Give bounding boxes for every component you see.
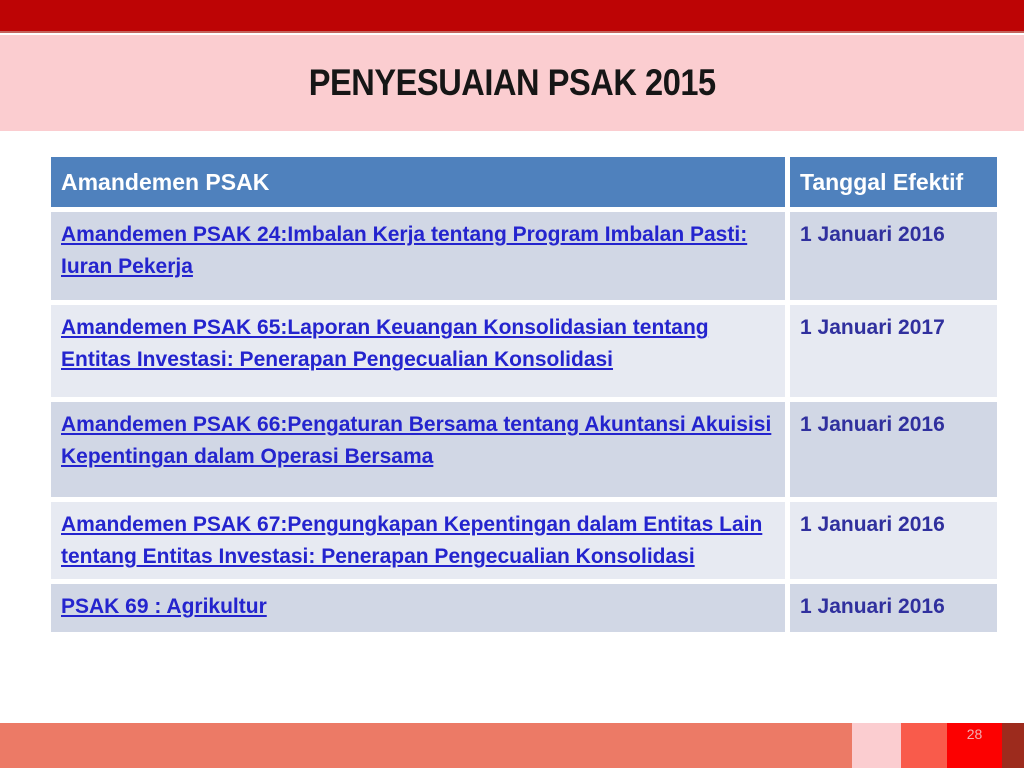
column-header-amandemen-psak: Amandemen PSAK [51,157,785,207]
footer-accent-bar [0,723,1024,768]
title-band [0,35,1024,131]
footer-segment-salmon [0,723,852,768]
table-row [51,502,997,579]
page-title: PENYESUAIAN PSAK 2015 [308,62,716,103]
psak-67-link[interactable]: Amandemen PSAK 67:Pengungkapan Kepentingan dalam Entitas Lain tentang Entitas Investasi: Penerapan Pengecualian Konsolidasi [61,513,763,568]
table-header-row [51,157,997,207]
table-row [51,212,997,300]
column-header-tanggal-efektif: Tanggal Efektif [790,157,997,207]
psak-amendments-table [46,152,1002,637]
footer-segment-red [947,723,1002,768]
psak-24-link[interactable]: Amandemen PSAK 24:Imbalan Kerja tentang Program Imbalan Pasti: Iuran Pekerja [61,223,748,278]
effective-date: 1 Januari 2016 [790,402,997,497]
effective-date: 1 Januari 2017 [790,305,997,397]
effective-date: 1 Januari 2016 [790,584,997,632]
table-row [51,305,997,397]
effective-date: 1 Januari 2016 [790,212,997,300]
table-row [51,584,997,632]
psak-66-link[interactable]: Amandemen PSAK 66:Pengaturan Bersama tentang Akuntansi Akuisisi Kepentingan dalam Operasi Bersama [61,413,772,468]
psak-69-link[interactable]: PSAK 69 : Agrikultur [61,595,267,618]
footer-segment-dark-brick [1002,723,1024,768]
psak-65-link[interactable]: Amandemen PSAK 65:Laporan Keuangan Konsolidasian tentang Entitas Investasi: Penerapan Pengecualian Konsolidasi [61,316,709,371]
slide-number: 28 [966,726,983,742]
footer-segment-bright-red [901,723,947,768]
effective-date: 1 Januari 2016 [790,502,997,579]
footer-segment-pink [852,723,901,768]
top-accent-bar [0,0,1024,33]
table-row [51,402,997,497]
